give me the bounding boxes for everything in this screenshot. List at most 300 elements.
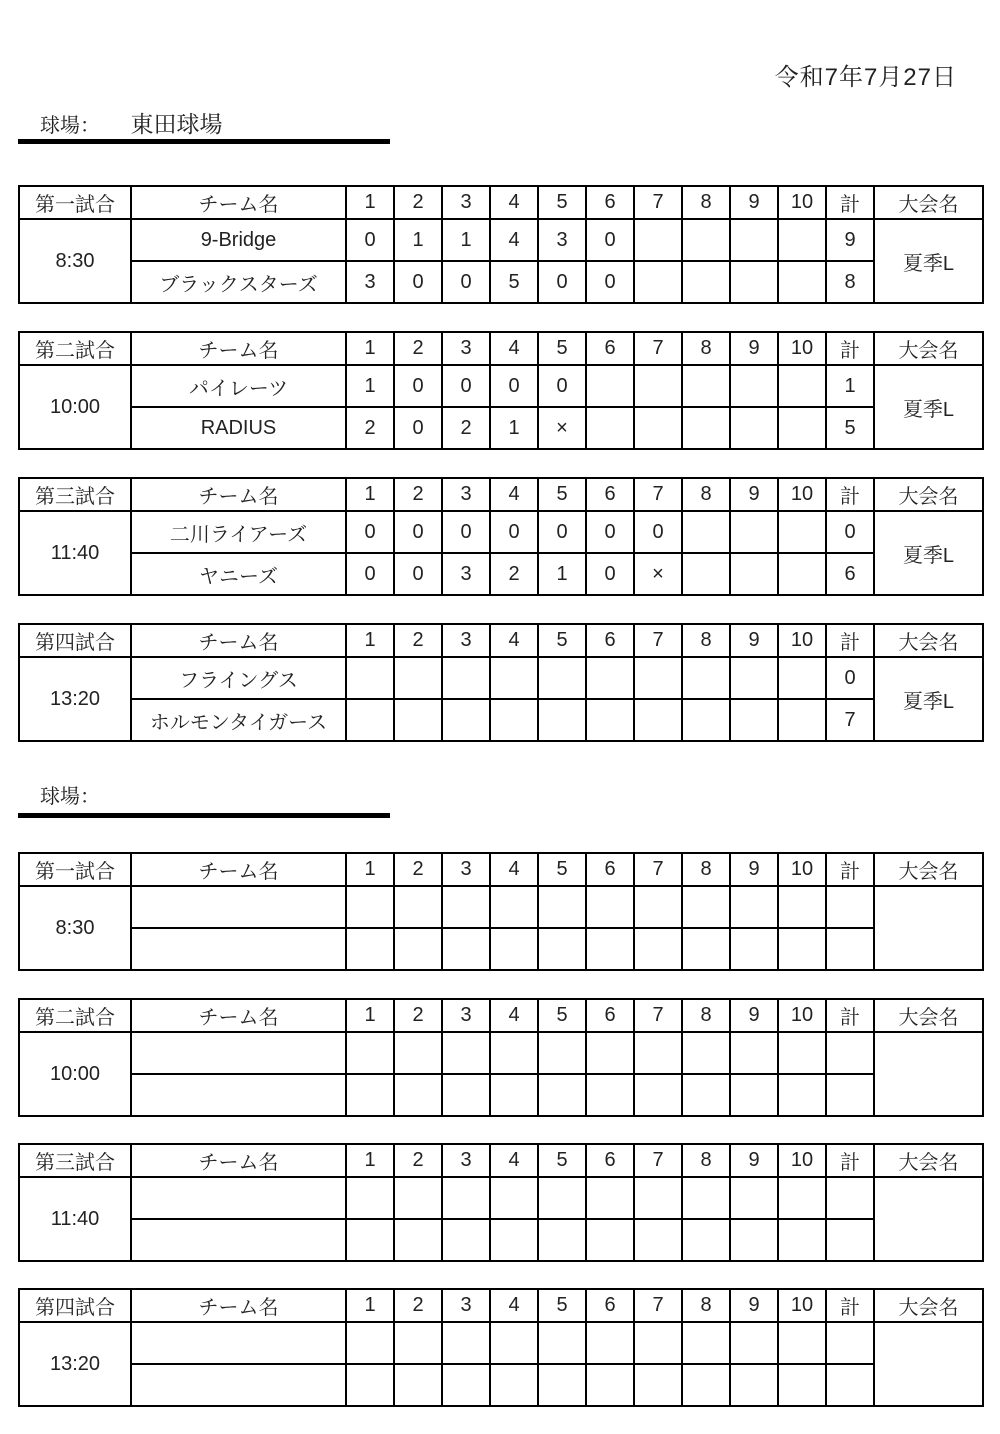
score-table — [18, 1143, 984, 1262]
inning-score-cell — [682, 365, 730, 407]
team-name-cell: フライングス — [131, 657, 346, 699]
inning-score-cell: 1 — [538, 553, 586, 595]
total-score-cell: 5 — [826, 407, 874, 449]
inning-header-cell: 8 — [682, 1144, 730, 1177]
game-time-cell: 8:30 — [19, 886, 131, 970]
inning-score-cell: 0 — [538, 365, 586, 407]
inning-header-cell: 2 — [394, 624, 442, 657]
game-label-cell: 第一試合 — [19, 853, 131, 886]
inning-score-cell — [346, 657, 394, 699]
inning-header-cell: 9 — [730, 853, 778, 886]
inning-score-cell — [538, 657, 586, 699]
inning-header-cell: 9 — [730, 1144, 778, 1177]
inning-header-cell: 1 — [346, 478, 394, 511]
ballpark-block-1 — [18, 106, 390, 144]
inning-header-cell: 10 — [778, 999, 826, 1032]
inning-score-cell — [730, 1032, 778, 1074]
inning-score-cell — [346, 886, 394, 928]
total-score-cell: 0 — [826, 511, 874, 553]
inning-score-cell: 1 — [346, 365, 394, 407]
inning-score-cell — [682, 657, 730, 699]
table-header-row — [19, 478, 983, 511]
inning-score-cell — [394, 928, 442, 970]
inning-score-cell — [490, 1364, 538, 1406]
total-score-cell — [826, 1177, 874, 1219]
game-time-cell: 10:00 — [19, 365, 131, 449]
team-row — [19, 1177, 983, 1219]
inning-score-cell — [730, 553, 778, 595]
team-name-cell — [131, 1177, 346, 1219]
inning-score-cell: 0 — [538, 511, 586, 553]
inning-score-cell — [778, 1032, 826, 1074]
inning-score-cell — [634, 1219, 682, 1261]
game-time-cell: 13:20 — [19, 1322, 131, 1406]
team-name-cell: ヤニーズ — [131, 553, 346, 595]
inning-score-cell — [346, 1322, 394, 1364]
inning-header-cell: 6 — [586, 1144, 634, 1177]
total-header-cell: 計 — [826, 853, 874, 886]
tournament-header-cell: 大会名 — [874, 478, 983, 511]
inning-header-cell: 5 — [538, 186, 586, 219]
total-header-cell: 計 — [826, 624, 874, 657]
inning-score-cell — [778, 928, 826, 970]
game-label-cell: 第四試合 — [19, 1289, 131, 1322]
tournament-name-cell — [874, 886, 983, 970]
team-row — [19, 1219, 983, 1261]
team-name-cell — [131, 1322, 346, 1364]
inning-header-cell: 6 — [586, 853, 634, 886]
team-name-header-cell: チーム名 — [131, 478, 346, 511]
inning-header-cell: 9 — [730, 999, 778, 1032]
inning-score-cell: 0 — [538, 261, 586, 303]
inning-score-cell — [634, 1322, 682, 1364]
inning-score-cell — [346, 1364, 394, 1406]
inning-score-cell: 1 — [490, 407, 538, 449]
inning-header-cell: 3 — [442, 186, 490, 219]
inning-score-cell — [634, 219, 682, 261]
inning-header-cell: 1 — [346, 999, 394, 1032]
ballpark-block-2 — [18, 780, 390, 818]
team-name-cell: RADIUS — [131, 407, 346, 449]
score-table — [18, 331, 984, 450]
inning-score-cell: 0 — [442, 511, 490, 553]
inning-score-cell: 3 — [442, 553, 490, 595]
inning-header-cell: 10 — [778, 332, 826, 365]
inning-score-cell — [682, 219, 730, 261]
team-name-cell: ブラックスターズ — [131, 261, 346, 303]
team-row — [19, 699, 983, 741]
tournament-name-cell — [874, 1177, 983, 1261]
inning-header-cell: 1 — [346, 853, 394, 886]
inning-score-cell — [730, 886, 778, 928]
inning-score-cell — [442, 1177, 490, 1219]
inning-header-cell: 10 — [778, 1144, 826, 1177]
team-name-cell: 二川ライアーズ — [131, 511, 346, 553]
inning-header-cell: 6 — [586, 186, 634, 219]
inning-score-cell — [490, 699, 538, 741]
score-table — [18, 623, 984, 742]
total-header-cell: 計 — [826, 1144, 874, 1177]
tournament-header-cell: 大会名 — [874, 624, 983, 657]
score-table — [18, 852, 984, 971]
team-row — [19, 511, 983, 553]
inning-header-cell: 5 — [538, 1144, 586, 1177]
game-time-cell: 11:40 — [19, 511, 131, 595]
inning-score-cell — [730, 219, 778, 261]
total-header-cell: 計 — [826, 332, 874, 365]
tournament-header-cell: 大会名 — [874, 999, 983, 1032]
team-name-header-cell: チーム名 — [131, 624, 346, 657]
team-row — [19, 365, 983, 407]
inning-score-cell — [586, 1032, 634, 1074]
inning-header-cell: 3 — [442, 1289, 490, 1322]
total-score-cell: 1 — [826, 365, 874, 407]
inning-header-cell: 3 — [442, 1144, 490, 1177]
inning-score-cell — [586, 407, 634, 449]
team-name-header-cell: チーム名 — [131, 853, 346, 886]
inning-score-cell — [634, 699, 682, 741]
inning-score-cell — [442, 657, 490, 699]
inning-header-cell: 4 — [490, 624, 538, 657]
inning-header-cell: 5 — [538, 999, 586, 1032]
total-score-cell: 9 — [826, 219, 874, 261]
team-name-cell — [131, 1074, 346, 1116]
team-row — [19, 1322, 983, 1364]
inning-header-cell: 10 — [778, 478, 826, 511]
inning-header-cell: 8 — [682, 853, 730, 886]
inning-header-cell: 4 — [490, 999, 538, 1032]
tournament-name-cell — [874, 1032, 983, 1116]
team-name-cell: 9-Bridge — [131, 219, 346, 261]
inning-score-cell: 3 — [538, 219, 586, 261]
inning-score-cell: 4 — [490, 219, 538, 261]
score-table — [18, 185, 984, 304]
team-name-header-cell: チーム名 — [131, 186, 346, 219]
inning-header-cell: 7 — [634, 478, 682, 511]
total-score-cell — [826, 1074, 874, 1116]
inning-score-cell: 0 — [346, 511, 394, 553]
inning-header-cell: 1 — [346, 624, 394, 657]
inning-score-cell: 1 — [394, 219, 442, 261]
inning-score-cell — [778, 657, 826, 699]
inning-score-cell — [778, 699, 826, 741]
inning-header-cell: 8 — [682, 1289, 730, 1322]
inning-score-cell — [730, 1074, 778, 1116]
inning-header-cell: 4 — [490, 853, 538, 886]
inning-score-cell — [682, 699, 730, 741]
inning-score-cell: 0 — [346, 553, 394, 595]
inning-score-cell — [730, 657, 778, 699]
inning-score-cell — [490, 657, 538, 699]
inning-score-cell — [394, 1322, 442, 1364]
inning-score-cell — [682, 928, 730, 970]
inning-header-cell: 3 — [442, 624, 490, 657]
inning-score-cell: 0 — [394, 365, 442, 407]
inning-score-cell: 5 — [490, 261, 538, 303]
inning-score-cell — [730, 1322, 778, 1364]
inning-header-cell: 6 — [586, 478, 634, 511]
team-name-cell — [131, 1219, 346, 1261]
game-time-cell: 13:20 — [19, 657, 131, 741]
inning-score-cell — [394, 886, 442, 928]
inning-score-cell: 0 — [394, 553, 442, 595]
inning-header-cell: 5 — [538, 478, 586, 511]
team-row — [19, 553, 983, 595]
inning-score-cell — [730, 1364, 778, 1406]
inning-header-cell: 10 — [778, 186, 826, 219]
inning-score-cell: 0 — [442, 261, 490, 303]
inning-score-cell: × — [634, 553, 682, 595]
inning-score-cell — [346, 928, 394, 970]
tournament-header-cell: 大会名 — [874, 1289, 983, 1322]
inning-score-cell: 2 — [346, 407, 394, 449]
total-header-cell: 計 — [826, 999, 874, 1032]
inning-score-cell — [634, 407, 682, 449]
inning-score-cell — [538, 886, 586, 928]
inning-score-cell: 1 — [442, 219, 490, 261]
inning-score-cell — [682, 1219, 730, 1261]
inning-score-cell — [730, 407, 778, 449]
inning-header-cell: 1 — [346, 1144, 394, 1177]
inning-score-cell: 0 — [586, 261, 634, 303]
team-name-cell — [131, 1032, 346, 1074]
table-header-row — [19, 999, 983, 1032]
inning-header-cell: 2 — [394, 1144, 442, 1177]
inning-score-cell — [778, 1364, 826, 1406]
inning-score-cell — [442, 928, 490, 970]
inning-score-cell — [538, 1032, 586, 1074]
inning-score-cell — [346, 1219, 394, 1261]
team-row — [19, 1032, 983, 1074]
team-name-header-cell: チーム名 — [131, 1144, 346, 1177]
inning-score-cell — [394, 657, 442, 699]
inning-header-cell: 3 — [442, 999, 490, 1032]
inning-score-cell — [346, 1032, 394, 1074]
inning-score-cell — [778, 219, 826, 261]
team-row — [19, 1074, 983, 1116]
inning-score-cell — [634, 1364, 682, 1406]
inning-header-cell: 5 — [538, 1289, 586, 1322]
team-name-cell — [131, 928, 346, 970]
tournament-header-cell: 大会名 — [874, 332, 983, 365]
inning-header-cell: 7 — [634, 999, 682, 1032]
inning-score-cell — [538, 1322, 586, 1364]
inning-header-cell: 3 — [442, 853, 490, 886]
inning-score-cell — [778, 1074, 826, 1116]
inning-header-cell: 8 — [682, 478, 730, 511]
inning-header-cell: 1 — [346, 186, 394, 219]
inning-score-cell — [586, 1219, 634, 1261]
inning-header-cell: 7 — [634, 1144, 682, 1177]
inning-score-cell — [490, 886, 538, 928]
inning-header-cell: 7 — [634, 1289, 682, 1322]
inning-score-cell — [586, 1364, 634, 1406]
total-header-cell: 計 — [826, 186, 874, 219]
inning-header-cell: 2 — [394, 186, 442, 219]
inning-header-cell: 6 — [586, 999, 634, 1032]
inning-header-cell: 2 — [394, 1289, 442, 1322]
game-time-cell: 11:40 — [19, 1177, 131, 1261]
inning-score-cell — [778, 511, 826, 553]
inning-score-cell — [442, 1074, 490, 1116]
inning-header-cell: 6 — [586, 624, 634, 657]
game-label-cell: 第二試合 — [19, 332, 131, 365]
total-score-cell: 8 — [826, 261, 874, 303]
inning-header-cell: 6 — [586, 332, 634, 365]
inning-header-cell: 8 — [682, 624, 730, 657]
inning-score-cell — [442, 1322, 490, 1364]
tournament-header-cell: 大会名 — [874, 186, 983, 219]
table-header-row — [19, 1144, 983, 1177]
inning-header-cell: 10 — [778, 1289, 826, 1322]
total-score-cell: 7 — [826, 699, 874, 741]
inning-header-cell: 10 — [778, 624, 826, 657]
team-name-cell: ホルモンタイガース — [131, 699, 346, 741]
total-score-cell: 0 — [826, 657, 874, 699]
inning-score-cell — [490, 928, 538, 970]
tournament-name-cell: 夏季L — [874, 657, 983, 741]
inning-score-cell — [634, 365, 682, 407]
inning-score-cell — [682, 1322, 730, 1364]
inning-score-cell: 0 — [442, 365, 490, 407]
inning-score-cell — [634, 1032, 682, 1074]
table-header-row — [19, 186, 983, 219]
team-name-cell — [131, 886, 346, 928]
inning-score-cell: 3 — [346, 261, 394, 303]
tournament-name-cell: 夏季L — [874, 511, 983, 595]
team-name-header-cell: チーム名 — [131, 1289, 346, 1322]
team-row — [19, 886, 983, 928]
total-score-cell — [826, 1322, 874, 1364]
inning-score-cell — [634, 928, 682, 970]
inning-score-cell — [490, 1032, 538, 1074]
total-score-cell — [826, 1364, 874, 1406]
inning-score-cell — [394, 1074, 442, 1116]
team-row — [19, 928, 983, 970]
inning-header-cell: 9 — [730, 624, 778, 657]
inning-score-cell — [778, 1219, 826, 1261]
total-score-cell — [826, 1219, 874, 1261]
inning-header-cell: 4 — [490, 1289, 538, 1322]
inning-score-cell — [778, 1177, 826, 1219]
inning-score-cell — [538, 1364, 586, 1406]
inning-header-cell: 3 — [442, 478, 490, 511]
inning-score-cell — [394, 699, 442, 741]
inning-score-cell: 0 — [394, 511, 442, 553]
inning-score-cell — [586, 886, 634, 928]
inning-score-cell — [346, 699, 394, 741]
team-row — [19, 219, 983, 261]
table-header-row — [19, 853, 983, 886]
inning-header-cell: 7 — [634, 853, 682, 886]
inning-header-cell: 2 — [394, 853, 442, 886]
total-score-cell — [826, 928, 874, 970]
inning-score-cell: 0 — [586, 553, 634, 595]
inning-score-cell — [538, 1219, 586, 1261]
inning-score-cell — [778, 407, 826, 449]
inning-header-cell: 6 — [586, 1289, 634, 1322]
inning-score-cell — [634, 657, 682, 699]
inning-score-cell — [586, 657, 634, 699]
inning-score-cell — [394, 1032, 442, 1074]
inning-score-cell — [490, 1177, 538, 1219]
inning-score-cell — [442, 1364, 490, 1406]
inning-header-cell: 9 — [730, 186, 778, 219]
inning-score-cell — [778, 886, 826, 928]
inning-score-cell — [586, 1074, 634, 1116]
inning-header-cell: 1 — [346, 1289, 394, 1322]
inning-score-cell — [682, 261, 730, 303]
team-row — [19, 407, 983, 449]
inning-score-cell — [730, 511, 778, 553]
inning-score-cell — [682, 511, 730, 553]
inning-score-cell: 0 — [346, 219, 394, 261]
inning-score-cell — [394, 1177, 442, 1219]
inning-score-cell — [730, 1219, 778, 1261]
inning-score-cell — [730, 699, 778, 741]
game-time-cell: 8:30 — [19, 219, 131, 303]
table-header-row — [19, 624, 983, 657]
game-label-cell: 第三試合 — [19, 478, 131, 511]
inning-header-cell: 3 — [442, 332, 490, 365]
ballpark-name: 東田球場 — [130, 111, 223, 137]
inning-header-cell: 10 — [778, 853, 826, 886]
inning-header-cell: 7 — [634, 624, 682, 657]
total-header-cell: 計 — [826, 478, 874, 511]
inning-header-cell: 9 — [730, 1289, 778, 1322]
game-label-cell: 第一試合 — [19, 186, 131, 219]
inning-score-cell — [538, 1177, 586, 1219]
inning-score-cell — [778, 261, 826, 303]
score-table — [18, 477, 984, 596]
inning-header-cell: 2 — [394, 478, 442, 511]
game-time-cell: 10:00 — [19, 1032, 131, 1116]
team-row — [19, 261, 983, 303]
inning-header-cell: 9 — [730, 478, 778, 511]
inning-score-cell: 0 — [490, 511, 538, 553]
ballpark-label: 球場： — [40, 786, 100, 808]
inning-header-cell: 8 — [682, 999, 730, 1032]
game-label-cell: 第四試合 — [19, 624, 131, 657]
tournament-header-cell: 大会名 — [874, 853, 983, 886]
inning-score-cell — [778, 553, 826, 595]
inning-score-cell: 2 — [490, 553, 538, 595]
team-row — [19, 657, 983, 699]
inning-score-cell — [586, 1322, 634, 1364]
inning-score-cell — [586, 699, 634, 741]
inning-score-cell: 0 — [586, 511, 634, 553]
tournament-name-cell: 夏季L — [874, 219, 983, 303]
inning-score-cell — [682, 886, 730, 928]
inning-score-cell — [682, 407, 730, 449]
team-name-header-cell: チーム名 — [131, 332, 346, 365]
inning-score-cell — [682, 1032, 730, 1074]
inning-header-cell: 5 — [538, 624, 586, 657]
table-header-row — [19, 332, 983, 365]
team-row — [19, 1364, 983, 1406]
team-name-header-cell: チーム名 — [131, 999, 346, 1032]
inning-score-cell — [538, 928, 586, 970]
inning-header-cell: 5 — [538, 332, 586, 365]
inning-score-cell — [778, 1322, 826, 1364]
inning-header-cell: 1 — [346, 332, 394, 365]
inning-header-cell: 8 — [682, 186, 730, 219]
inning-score-cell — [490, 1074, 538, 1116]
inning-score-cell — [538, 1074, 586, 1116]
score-table — [18, 998, 984, 1117]
inning-score-cell — [634, 1074, 682, 1116]
inning-score-cell: 0 — [586, 219, 634, 261]
